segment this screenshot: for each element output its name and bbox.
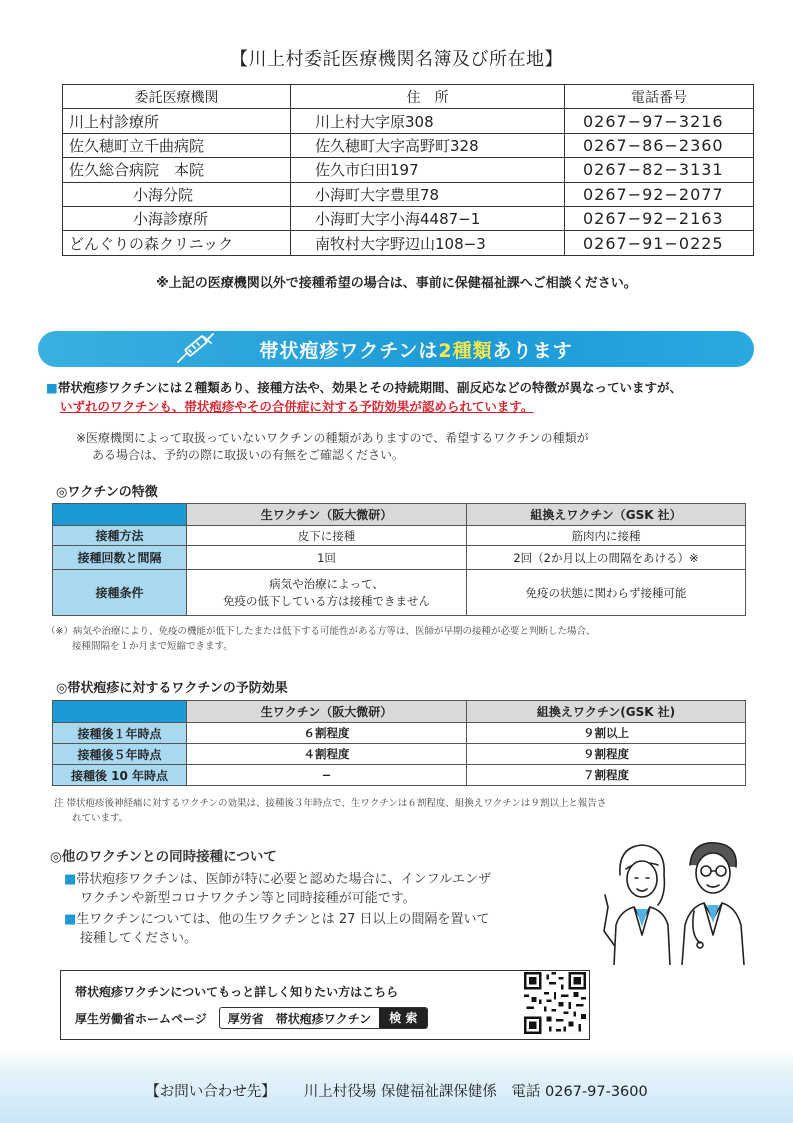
institution-phone: 0267−92−2163 bbox=[565, 206, 754, 230]
more-info-link-row bbox=[75, 1007, 428, 1029]
simultaneous-paragraph-1 bbox=[64, 870, 594, 908]
simultaneous-paragraph-2 bbox=[64, 910, 594, 948]
simultaneous-text bbox=[64, 870, 594, 950]
intro-line2 bbox=[46, 397, 791, 416]
availability-note-line2: ある場合は、予約の際に取扱いの有無をご確認ください。 bbox=[92, 448, 405, 462]
table-header-row bbox=[63, 85, 754, 109]
page-title: 【川上村委託医療機関名簿及び所在地】 bbox=[230, 49, 563, 70]
simultaneous-p1-line2: ワクチンや新型コロナワクチン等と同時接種が可能です。 bbox=[80, 891, 416, 906]
institution-phone: 0267−86−2360 bbox=[565, 133, 754, 157]
search-box[interactable] bbox=[219, 1007, 429, 1029]
live-cell: 1回 bbox=[187, 546, 467, 570]
features-heading: ◎ワクチンの特徴 bbox=[56, 485, 158, 500]
table-row bbox=[63, 182, 754, 206]
recomb-cell: ９割程度 bbox=[467, 744, 746, 765]
col-header-live: 生ワクチン（阪大微研） bbox=[187, 701, 467, 723]
institution-name: どんぐりの森クリニック bbox=[63, 231, 291, 255]
efficacy-footnote bbox=[54, 796, 764, 826]
table-header-row bbox=[53, 701, 746, 723]
table-row bbox=[53, 744, 746, 765]
more-info-text: 帯状疱疹ワクチンについてもっと詳しく知りたい方はこちら bbox=[75, 985, 399, 999]
institution-name: 佐久穂町立千曲病院 bbox=[63, 133, 291, 157]
simultaneous-heading: ◎他のワクチンとの同時接種について bbox=[50, 849, 277, 865]
table-row bbox=[53, 546, 746, 570]
table-row bbox=[53, 723, 746, 744]
live-cell: ６割程度 bbox=[187, 723, 467, 744]
blank-header-cell bbox=[53, 701, 187, 723]
features-footnote bbox=[46, 624, 766, 654]
live-cell-line2: 免疫の低下している方は接種できません bbox=[223, 593, 430, 608]
banner-highlight: 2種類 bbox=[438, 339, 493, 362]
table-row bbox=[63, 231, 754, 255]
col-header-live: 生ワクチン（阪大微研） bbox=[187, 504, 467, 526]
table-row bbox=[53, 570, 746, 616]
features-table bbox=[52, 503, 746, 616]
institution-phone: 0267−91−0225 bbox=[565, 231, 754, 255]
row-label: 接種後１年時点 bbox=[53, 723, 187, 744]
institution-name: 小海診療所 bbox=[63, 206, 291, 230]
banner-title bbox=[259, 336, 572, 363]
simultaneous-p2-line2: 接種してください。 bbox=[80, 931, 198, 946]
availability-note-line1: ※医療機関によって取扱っていないワクチンの種類がありますので、希望するワクチンの種類が bbox=[76, 431, 589, 445]
square-bullet-icon: ■ bbox=[46, 380, 58, 395]
square-bullet-icon: ■ bbox=[64, 872, 77, 887]
row-label: 接種条件 bbox=[53, 570, 187, 616]
row-label: 接種後５年時点 bbox=[53, 744, 187, 765]
features-footnote-line2: 接種間隔を１か月まで短縮できます。 bbox=[72, 641, 233, 652]
institution-address: 佐久市臼田197 bbox=[291, 158, 565, 182]
col-header-recomb: 組換えワクチン(GSK 社) bbox=[467, 701, 746, 723]
table-row bbox=[53, 526, 746, 546]
banner-text-pre: 帯状疱疹ワクチンは bbox=[259, 339, 439, 362]
table-row bbox=[63, 206, 754, 230]
recomb-cell: ９割以上 bbox=[467, 723, 746, 744]
availability-note bbox=[76, 430, 756, 464]
institution-address: 小海町大字豊里78 bbox=[291, 182, 565, 206]
institution-name: 佐久総合病院 本院 bbox=[63, 158, 291, 182]
institutions-table bbox=[62, 84, 754, 256]
recomb-cell: 2回（2か月以上の間隔をあける）※ bbox=[467, 546, 746, 570]
recomb-cell: 免疫の状態に関わらず接種可能 bbox=[467, 570, 746, 616]
table-row bbox=[53, 765, 746, 786]
live-cell: ４割程度 bbox=[187, 744, 467, 765]
row-label: 接種後 10 年時点 bbox=[53, 765, 187, 786]
efficacy-table bbox=[52, 700, 746, 786]
institution-phone: 0267−97−3216 bbox=[565, 109, 754, 133]
vaccine-types-banner bbox=[38, 331, 754, 367]
syringe-icon bbox=[174, 333, 216, 365]
live-cell bbox=[187, 570, 467, 616]
institution-address: 南牧村大字野辺山108−3 bbox=[291, 231, 565, 255]
efficacy-footnote-line2: れています。 bbox=[72, 813, 129, 824]
col-header-institution: 委託医療機関 bbox=[63, 85, 291, 109]
institution-phone: 0267−92−2077 bbox=[565, 182, 754, 206]
search-query[interactable]: 厚労省 帯状疱疹ワクチン bbox=[227, 1011, 372, 1026]
intro-red-text: いずれのワクチンも、帯状疱疹やその合併症に対する予防効果が認められています。 bbox=[60, 399, 534, 414]
col-header-address: 住 所 bbox=[291, 85, 565, 109]
simultaneous-p2-line1: 生ワクチンについては、他の生ワクチンとは 27 日以上の間隔を置いて bbox=[76, 912, 490, 927]
col-header-phone: 電話番号 bbox=[565, 85, 754, 109]
efficacy-heading: ◎帯状疱疹に対するワクチンの予防効果 bbox=[56, 681, 288, 696]
banner-text-post: あります bbox=[492, 339, 573, 362]
live-cell: − bbox=[187, 765, 467, 786]
intro-paragraph bbox=[46, 378, 791, 416]
table-header-row bbox=[53, 504, 746, 526]
contact-label: 【お問い合わせ先】 bbox=[145, 1084, 276, 1100]
table-row bbox=[63, 109, 754, 133]
simultaneous-p1-line1: 帯状疱疹ワクチンは、医師が特に必要と認めた場合に、インフルエンザ bbox=[76, 872, 492, 887]
blank-header-cell bbox=[53, 504, 187, 526]
recomb-cell: ７割程度 bbox=[467, 765, 746, 786]
row-label: 接種回数と間隔 bbox=[53, 546, 187, 570]
institution-phone: 0267−82−3131 bbox=[565, 158, 754, 182]
live-cell-line1: 病気や治療によって、 bbox=[269, 576, 384, 591]
intro-line1 bbox=[46, 378, 791, 397]
row-label: 接種方法 bbox=[53, 526, 187, 546]
intro-line1-text: 帯状疱疹ワクチンには２種類あり、接種方法や、効果とその持続期間、副反応などの特徴が異なっていますが、 bbox=[57, 380, 682, 395]
contact-info bbox=[0, 1080, 793, 1101]
institution-name: 川上村診療所 bbox=[63, 109, 291, 133]
doctors-illustration bbox=[590, 835, 765, 965]
features-footnote-line1: （※）病気や治療により、免疫の機能が低下したまたは低下する可能性がある方等は、医師が早期の接種が必要と判断した場合、 bbox=[46, 626, 596, 637]
institution-address: 川上村大字原308 bbox=[291, 109, 565, 133]
institution-address: 佐久穂町大字高野町328 bbox=[291, 133, 565, 157]
search-button[interactable]: 検 索 bbox=[379, 1007, 427, 1029]
institution-name: 小海分院 bbox=[63, 182, 291, 206]
institutions-note: ※上記の医療機関以外で接種希望の場合は、事前に保健福祉課へご相談ください。 bbox=[156, 276, 637, 291]
live-cell: 皮下に接種 bbox=[187, 526, 467, 546]
table-row bbox=[63, 158, 754, 182]
contact-text: 川上村役場 保健福祉課保健係 電話 0267-97-3600 bbox=[303, 1084, 648, 1100]
qr-code-icon[interactable] bbox=[524, 972, 586, 1034]
table-row bbox=[63, 133, 754, 157]
recomb-cell: 筋肉内に接種 bbox=[467, 526, 746, 546]
more-info-box bbox=[60, 970, 590, 1040]
institution-address: 小海町大字小海4487−1 bbox=[291, 206, 565, 230]
mhlw-homepage-label: 厚生労働省ホームページ bbox=[75, 1011, 207, 1026]
col-header-recomb: 組換えワクチン（GSK 社） bbox=[467, 504, 746, 526]
efficacy-footnote-line1: 注 帯状疱疹後神経痛に対するワクチンの効果は、接種後３年時点で、生ワクチンは６割程度、組換えワクチンは９割以上と報告さ bbox=[54, 798, 607, 809]
square-bullet-icon: ■ bbox=[64, 912, 77, 927]
